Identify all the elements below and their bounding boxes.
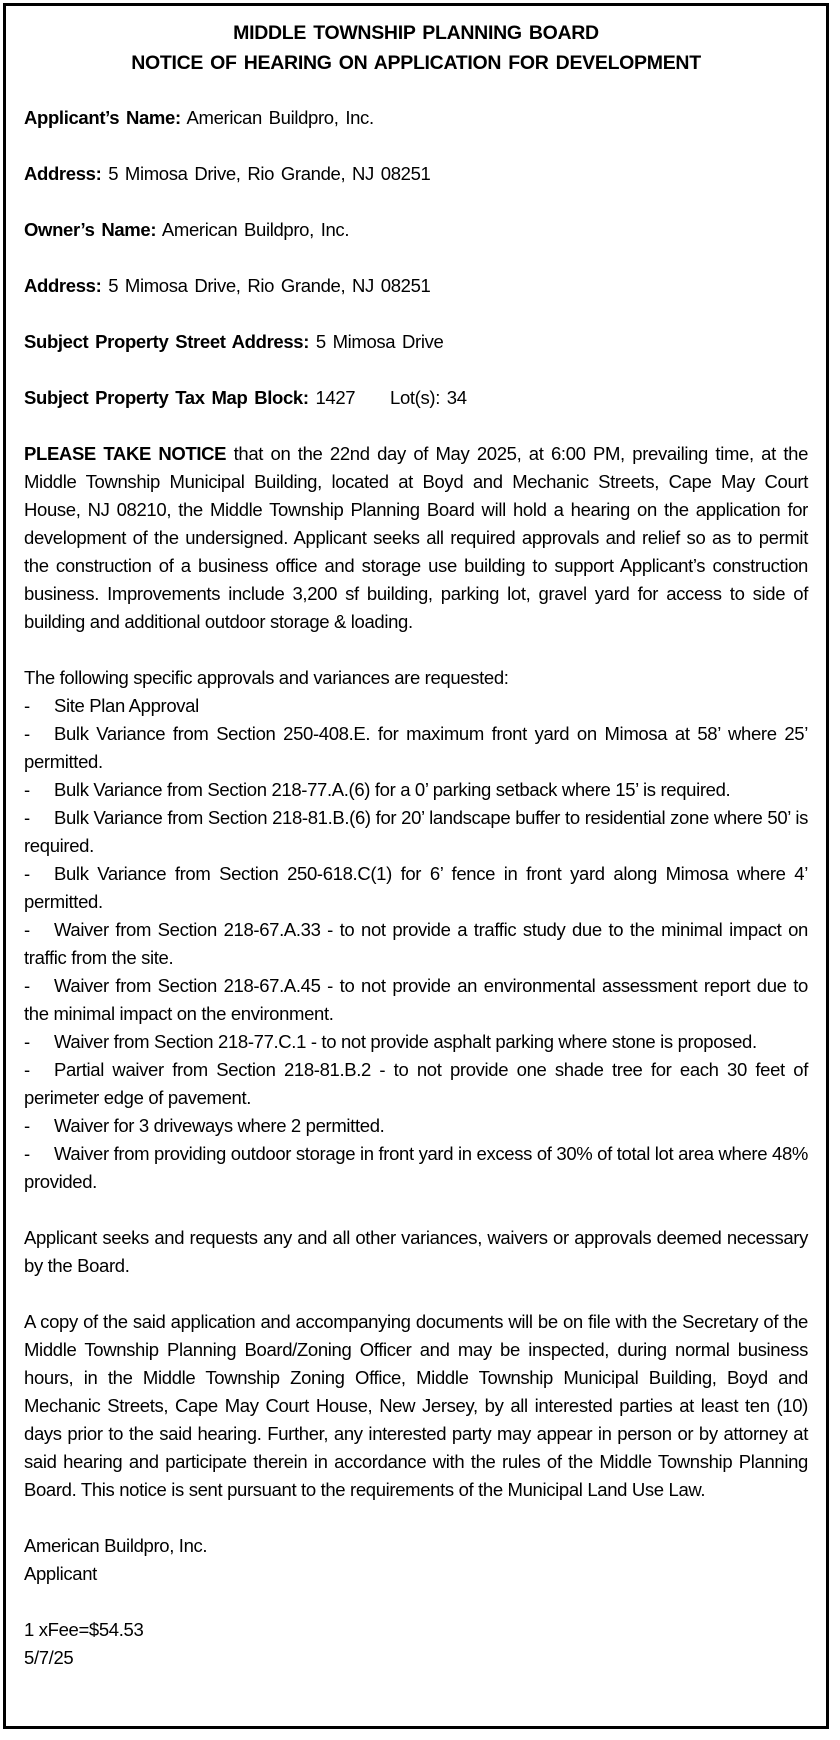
list-item-text: Waiver from providing outdoor storage in front yard in excess of 30% of total lot area where 48% provided.	[24, 1143, 808, 1192]
notice-header	[24, 18, 808, 78]
lot-label: Lot(s):	[390, 387, 440, 408]
list-item-text: Bulk Variance from Section 218-81.B.(6) for 20’ landscape buffer to residential zone where 50’ is required.	[24, 807, 808, 856]
street-address-value: 5 Mimosa Drive	[315, 331, 444, 352]
fee-line: 1 xFee=$54.53	[24, 1619, 144, 1640]
applicant-address-value: 5 Mimosa Drive, Rio Grande, NJ 08251	[108, 163, 431, 184]
approvals-intro: The following specific approvals and variances are requested:	[24, 667, 509, 688]
list-item	[24, 1140, 808, 1196]
list-dash: -	[24, 1115, 30, 1136]
list-dash: -	[24, 863, 30, 884]
notice-title-line1: MIDDLE TOWNSHIP PLANNING BOARD	[233, 22, 599, 44]
lot-value: 34	[446, 387, 467, 408]
list-item	[24, 972, 808, 1028]
list-item	[24, 1112, 808, 1140]
list-dash: -	[24, 919, 30, 940]
applicant-name-label: Applicant’s Name:	[24, 107, 181, 128]
street-address-field	[24, 328, 808, 356]
signature-role: Applicant	[24, 1563, 97, 1584]
notice-lead: PLEASE TAKE NOTICE	[24, 443, 227, 464]
footer-block	[24, 1616, 808, 1672]
list-dash: -	[24, 723, 30, 744]
list-item-text: Bulk Variance from Section 250-618.C(1) for 6’ fence in front yard along Mimosa where 4’ permitted.	[24, 863, 808, 912]
list-item-text: Waiver from Section 218-67.A.33 - to not provide a traffic study due to the minimal impact on traffic from the site.	[24, 919, 808, 968]
owner-name-value: American Buildpro, Inc.	[161, 219, 350, 240]
inspection-paragraph: A copy of the said application and accompanying documents will be on file with the Secretary of the Middle Township Planning Board/Zoning Officer and may be inspected, during normal business hours, in the Middle Township Zoning Office, Middle Township Municipal Building, Boyd and Mechanic Streets, Cape May Court House, New Jersey, by all interested parties at least ten (10) days prior to the said hearing. Further, any interested party may appear in person or by attorney at said hearing and participate therein in accordance with the rules of the Middle Township Planning Board. This notice is sent pursuant to the requirements of the Municipal Land Use Law.	[24, 1311, 808, 1500]
list-item-text: Waiver for 3 driveways where 2 permitted.	[54, 1115, 385, 1136]
list-item	[24, 804, 808, 860]
list-item	[24, 916, 808, 972]
owner-address-field	[24, 272, 808, 300]
list-item-text: Partial waiver from Section 218-81.B.2 - to not provide one shade tree for each 30 feet of perimeter edge of pavement.	[24, 1059, 808, 1108]
notice-body: that on the 22nd day of May 2025, at 6:00 PM, prevailing time, at the Middle Township Municipal Building, located at Boyd and Mechanic Streets, Cape May Court House, NJ 08210, the Middle Township Planning Board will hold a hearing on the application for development of the undersigned. Applicant seeks all required approvals and relief so as to permit the construction of a business office and storage use building to support Applicant’s construction business. Improvements include 3,200 sf building, parking lot, gravel yard for access to side of building and additional outdoor storage & loading.	[24, 443, 809, 632]
owner-address-value: 5 Mimosa Drive, Rio Grande, NJ 08251	[108, 275, 431, 296]
owner-address-label: Address:	[24, 275, 102, 296]
list-item	[24, 692, 808, 720]
list-item	[24, 720, 808, 776]
owner-name-label: Owner’s Name:	[24, 219, 157, 240]
list-dash: -	[24, 1143, 30, 1164]
list-dash: -	[24, 779, 30, 800]
list-item-text: Site Plan Approval	[54, 695, 199, 716]
list-item	[24, 1028, 808, 1056]
owner-name-field	[24, 216, 808, 244]
list-item	[24, 860, 808, 916]
applicant-address-label: Address:	[24, 163, 102, 184]
date-line: 5/7/25	[24, 1647, 74, 1668]
applicant-name-value: American Buildpro, Inc.	[186, 107, 374, 128]
other-relief-paragraph: Applicant seeks and requests any and all other variances, waivers or approvals deemed necessary by the Board.	[24, 1227, 808, 1276]
street-address-label: Subject Property Street Address:	[24, 331, 310, 352]
signature-name: American Buildpro, Inc.	[24, 1535, 208, 1556]
list-item	[24, 1056, 808, 1112]
tax-map-block-value: 1427	[315, 387, 356, 408]
list-item-text: Waiver from Section 218-77.C.1 - to not provide asphalt parking where stone is proposed.	[54, 1031, 757, 1052]
tax-map-block-label: Subject Property Tax Map Block:	[24, 387, 309, 408]
legal-notice	[3, 3, 829, 1729]
signature-block	[24, 1532, 808, 1588]
list-item-text: Waiver from Section 218-67.A.45 - to not provide an environmental assessment report due to the minimal impact on the environment.	[24, 975, 808, 1024]
list-dash: -	[24, 807, 30, 828]
list-item	[24, 776, 808, 804]
notice-paragraph	[24, 440, 808, 636]
applicant-address-field	[24, 160, 808, 188]
list-item-text: Bulk Variance from Section 218-77.A.(6) for a 0’ parking setback where 15’ is required.	[54, 779, 731, 800]
list-item-text: Bulk Variance from Section 250-408.E. for maximum front yard on Mimosa at 58’ where 25’ permitted.	[24, 723, 808, 772]
notice-title-line2: NOTICE OF HEARING ON APPLICATION FOR DEVELOPMENT	[131, 52, 701, 74]
tax-map-field	[24, 384, 808, 412]
applicant-name-field	[24, 104, 808, 132]
list-dash: -	[24, 975, 30, 996]
list-dash: -	[24, 1031, 30, 1052]
list-dash: -	[24, 695, 30, 716]
approvals-list	[24, 692, 808, 1196]
list-dash: -	[24, 1059, 30, 1080]
